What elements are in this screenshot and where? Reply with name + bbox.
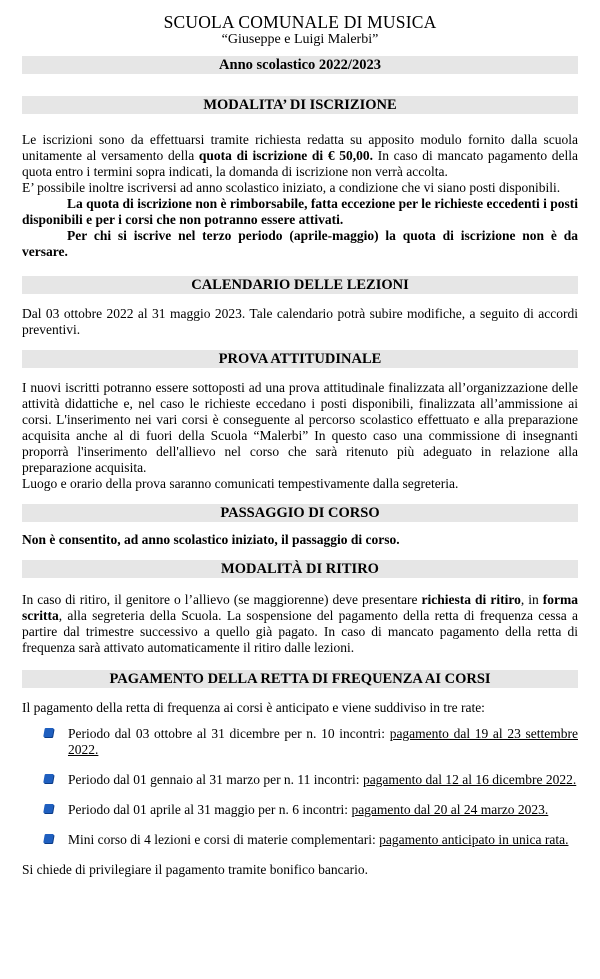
rate-period: Mini corso di 4 lezioni e corsi di materie complementari:: [68, 832, 380, 847]
rate-payment: pagamento dal 12 al 16 dicembre 2022.: [362, 772, 577, 787]
pagamento-intro: Il pagamento della retta di frequenza ai corsi è anticipato e viene suddiviso in tre rate:: [22, 700, 485, 715]
bullet-icon: [43, 774, 54, 783]
ritiro-text-e: , alla segreteria della Scuola. La sospensione del pagamento della retta di frequenza cessa a partire dal trimestre successivo a quello già pagato. In caso di mancato pagamento della retta di frequenza sarà attivato automaticamente il ritiro dalle lezioni.: [22, 608, 578, 655]
iscrizione-paragraph-2: E’ possibile inoltre iscriversi ad anno scolastico iniziato, a condizione che vi siano posti disponibili.: [22, 180, 561, 195]
list-item: [22, 802, 578, 818]
school-name: SCUOLA COMUNALE DI MUSICA: [163, 12, 437, 32]
calendario-text: Dal 03 ottobre 2022 al 31 maggio 2023. Tale calendario potrà subire modifiche, a seguito di accordi preventivi.: [22, 306, 578, 337]
iscrizione-paragraph-3: La quota di iscrizione non è rimborsabile, fatta eccezione per le richieste eccedenti i posti disponibili e per i corsi che non potranno essere attivati.: [22, 196, 578, 227]
ritiro-text-c: , in: [520, 592, 543, 607]
ritiro-text-a: In caso di ritiro, il genitore o l’allievo (se maggiorenne) deve presentare: [22, 592, 422, 607]
prova-paragraph-1: I nuovi iscritti potranno essere sottoposti ad una prova attitudinale finalizzata all’organizzazione delle attività didattiche e, nel caso le richieste eccedano i posti disponibili, finalizzata all’ammissione ai corsi. L'inserimento nei vari corsi è conseguente al percorso scolastico effettuato e alla preparazione acquisita anche al di fuori della Scuola “Malerbi” In questo caso una commissione di insegnanti proporrà l'inserimento dell'allievo nel corso che sarà ritenuto più adeguato in relazione alla preparazione acquisita.: [22, 380, 578, 475]
iscrizione-text-2: In caso di mancato pagamento della quota entro i termini sopra indicati, la domanda di iscrizione non verrà accolta.: [22, 148, 578, 179]
ritiro-request: richiesta di ritiro: [421, 592, 521, 607]
section-title-pagamento: PAGAMENTO DELLA RETTA DI FREQUENZA AI CORSI: [22, 670, 578, 688]
iscrizione-paragraph-1: [22, 132, 578, 180]
rate-payment: pagamento anticipato in unica rata.: [379, 832, 569, 847]
rate-period: Periodo dal 03 ottobre al 31 dicembre per n. 10 incontri:: [68, 726, 390, 741]
list-item: [22, 772, 578, 788]
pagamento-closing: Si chiede di privilegiare il pagamento tramite bonifico bancario.: [22, 862, 369, 877]
ritiro-paragraph: [22, 592, 578, 656]
rate-payment: pagamento dal 20 al 24 marzo 2023.: [351, 802, 549, 817]
section-title-calendario: CALENDARIO DELLE LEZIONI: [22, 276, 578, 294]
iscrizione-paragraph-4: Per chi si iscrive nel terzo periodo (aprile-maggio) la quota di iscrizione non è da versare.: [22, 228, 578, 259]
section-title-ritiro: MODALITÀ DI RITIRO: [22, 560, 578, 578]
prova-paragraph-2: Luogo e orario della prova saranno comunicati tempestivamente dalla segreteria.: [22, 476, 459, 491]
school-year-banner: Anno scolastico 2022/2023: [22, 56, 578, 74]
bullet-icon: [43, 728, 54, 737]
section-title-prova: PROVA ATTITUDINALE: [22, 350, 578, 368]
passaggio-text: Non è consentito, ad anno scolastico iniziato, il passaggio di corso.: [22, 532, 400, 547]
bullet-icon: [43, 834, 54, 843]
bullet-icon: [43, 804, 54, 813]
school-subtitle: “Giuseppe e Luigi Malerbi”: [221, 32, 379, 47]
ritiro-written-form: forma scritta: [22, 592, 578, 623]
rate-period: Periodo dal 01 aprile al 31 maggio per n. 6 incontri:: [68, 802, 352, 817]
iscrizione-fee: quota di iscrizione di € 50,00.: [198, 148, 374, 163]
list-item: [22, 832, 578, 848]
section-title-iscrizione: MODALITA’ DI ISCRIZIONE: [22, 96, 578, 114]
section-title-passaggio: PASSAGGIO DI CORSO: [22, 504, 578, 522]
rates-list: [22, 726, 578, 848]
rate-payment: pagamento dal 19 al 23 settembre 2022.: [68, 726, 578, 757]
list-item: [22, 726, 578, 758]
rate-period: Periodo dal 01 gennaio al 31 marzo per n. 11 incontri:: [68, 772, 363, 787]
iscrizione-text: Le iscrizioni sono da effettuarsi tramite richiesta redatta su apposito modulo fornito dalla scuola unitamente al versamento della: [22, 132, 578, 163]
